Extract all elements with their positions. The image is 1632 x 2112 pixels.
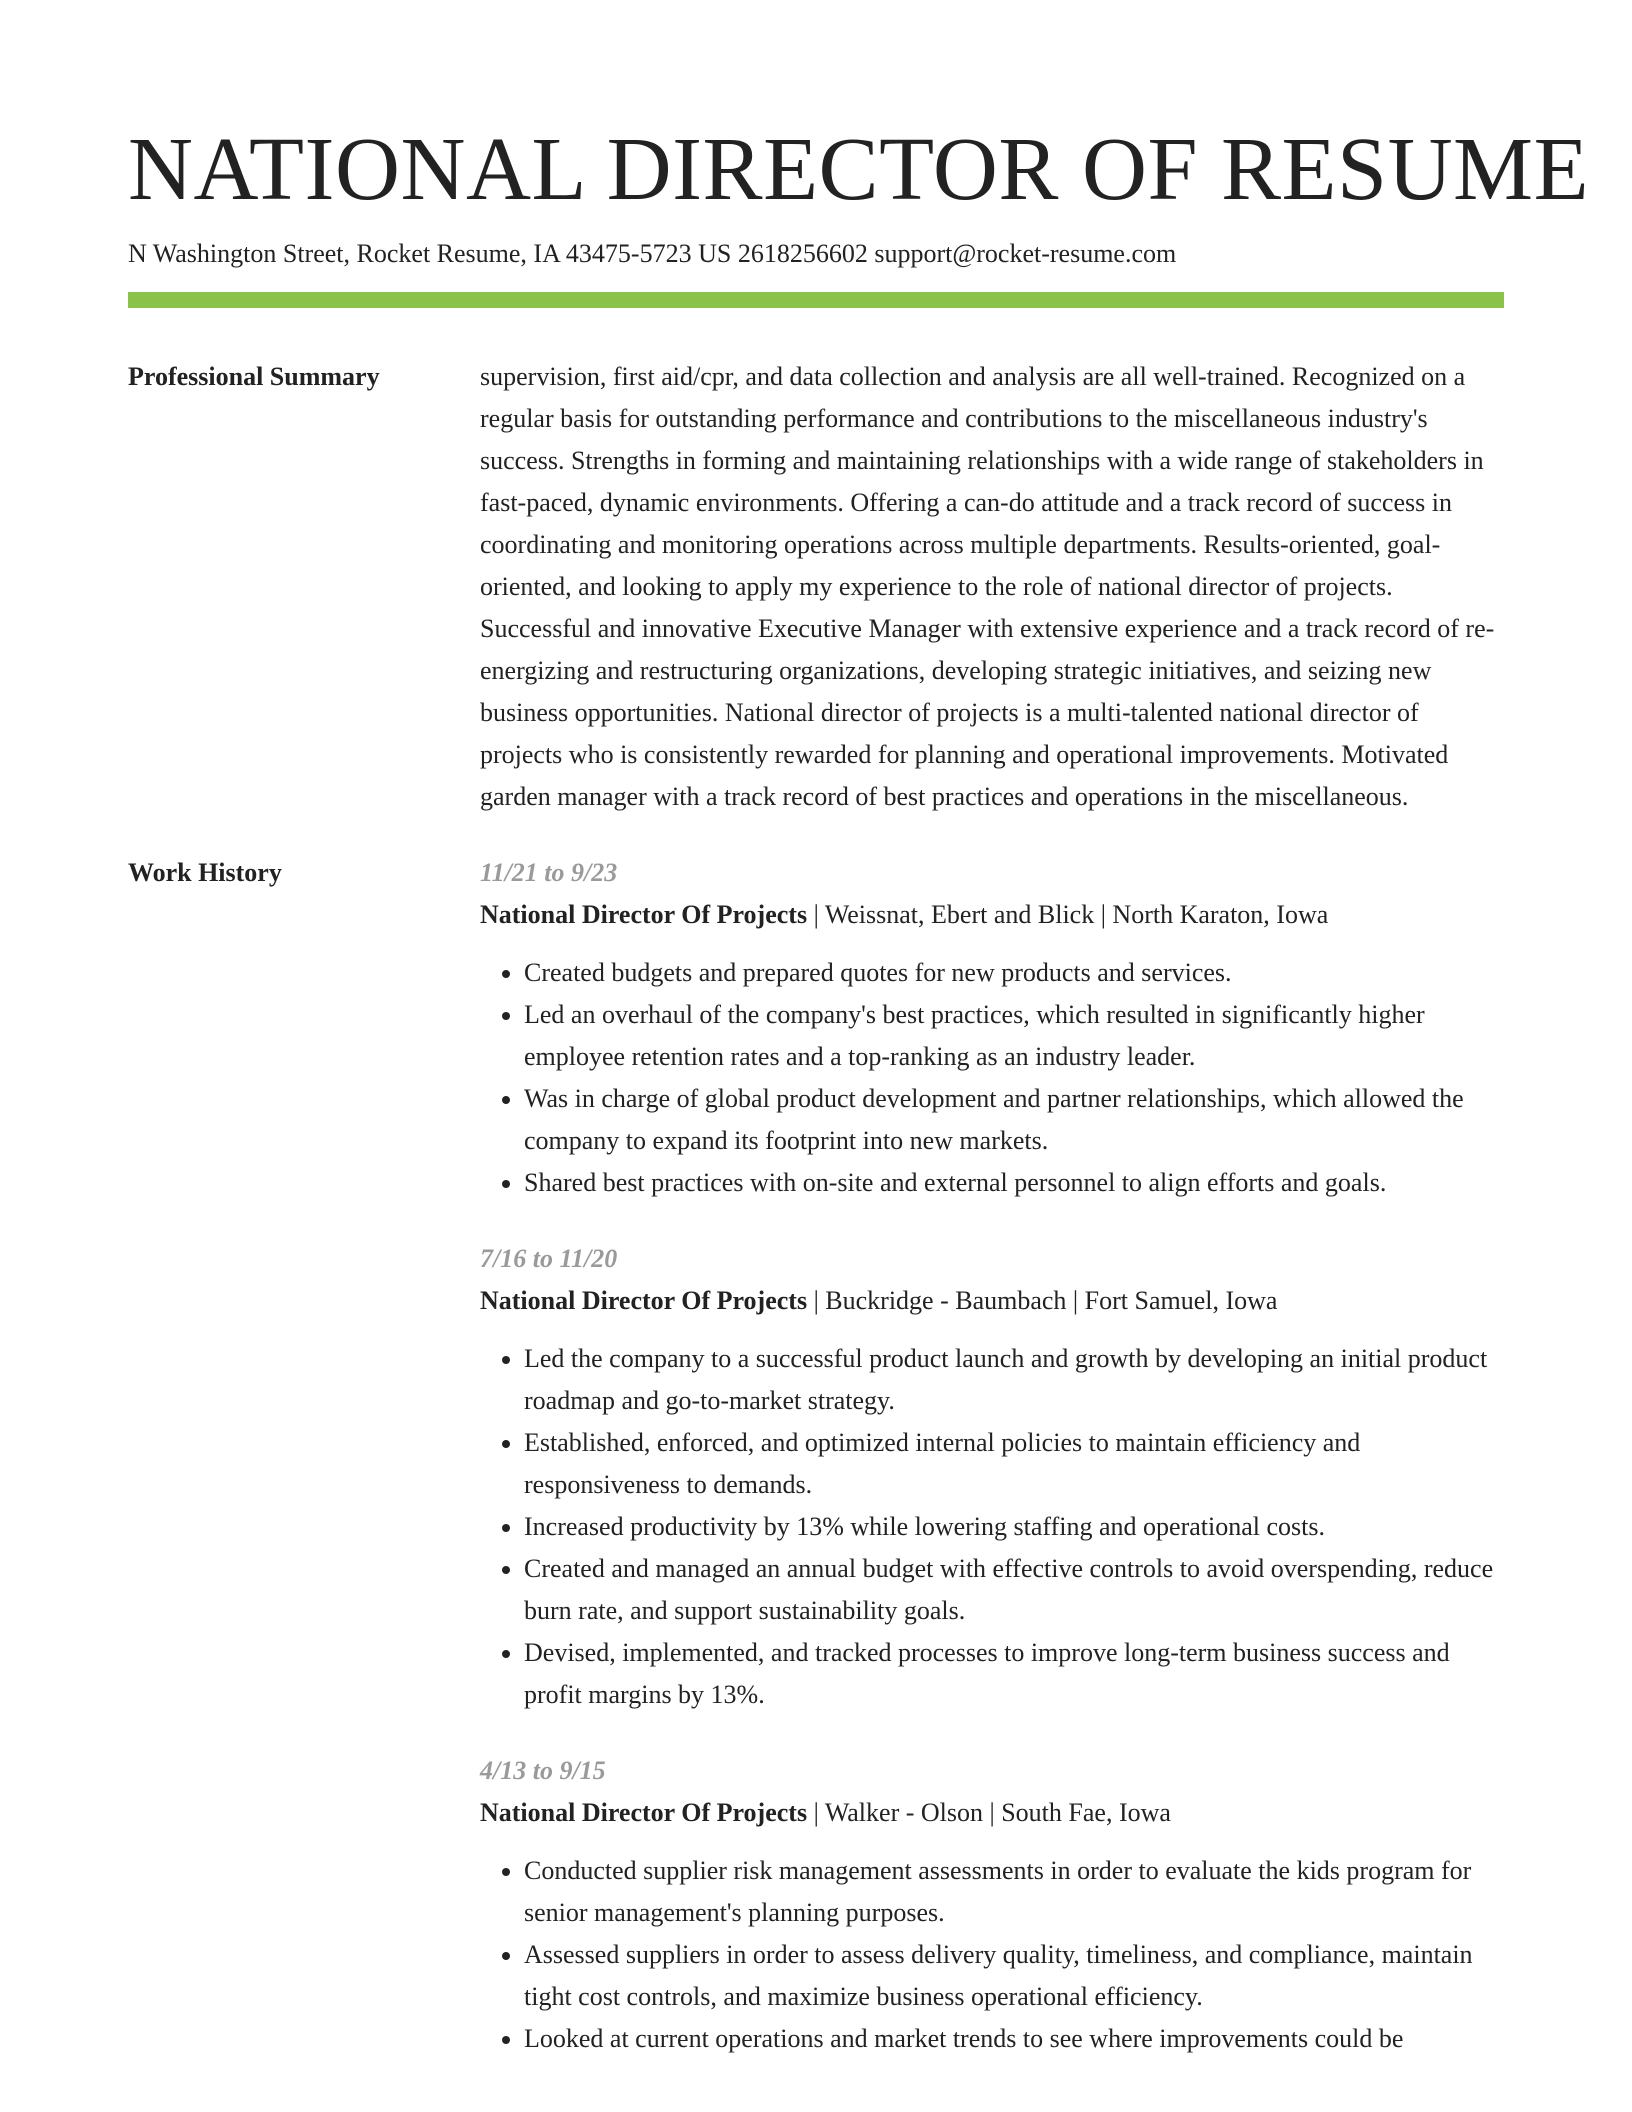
section-label-work-history: Work History (128, 858, 282, 887)
header-divider (128, 292, 1504, 308)
job-bullet: • Led the company to a successful product launch and growth by developing an initial product roadmap and go-to-market strategy. (524, 1338, 1504, 1422)
professional-summary-section (128, 356, 1504, 818)
job-dates: 11/21 to 9/23 (480, 858, 618, 887)
job-dates: 7/16 to 11/20 (480, 1244, 618, 1273)
job-bullet: • Created budgets and prepared quotes for new products and services. (524, 952, 1504, 994)
job-bullet: • Established, enforced, and optimized internal policies to maintain efficiency and responsiveness to demands. (524, 1422, 1504, 1506)
job-company-location: | Weissnat, Ebert and Blick | North Karaton, Iowa (807, 900, 1329, 929)
job-company-location: | Walker - Olson | South Fae, Iowa (807, 1798, 1171, 1827)
job-bullet: • Devised, implemented, and tracked processes to improve long-term business success and profit margins by 13%. (524, 1632, 1504, 1716)
job-bullet-list (480, 952, 1504, 1204)
job-bullet: • Shared best practices with on-site and external personnel to align efforts and goals. (524, 1162, 1504, 1204)
job-title: National Director Of Projects (480, 1798, 808, 1827)
job-bullet-list (480, 1850, 1504, 2060)
summary-text: supervision, first aid/cpr, and data collection and analysis are all well-trained. Recognized on a regular basis for outstanding performance and contributions to the miscellaneous industry's success. Strengths in forming and maintaining relationships with a wide range of stakeholders in fast-paced, dynamic environments. Offering a can-do attitude and a track record of success in coordinating and monitoring operations across multiple departments. Results-oriented, goal-oriented, and looking to apply my experience to the role of national director of projects. Successful and innovative Executive Manager with extensive experience and a track record of re-energizing and restructuring organizations, developing strategic initiatives, and seizing new business opportunities. National director of projects is a multi-talented national director of projects who is consistently rewarded for planning and operational improvements. Motivated garden manager with a track record of best practices and operations in the miscellaneous. (480, 362, 1495, 811)
job-title: National Director Of Projects (480, 900, 808, 929)
job-bullet: • Was in charge of global product development and partner relationships, which allowed the company to expand its footprint into new markets. (524, 1078, 1504, 1162)
job-title: National Director Of Projects (480, 1286, 808, 1315)
job-bullet: • Created and managed an annual budget with effective controls to avoid overspending, reduce burn rate, and support sustainability goals. (524, 1548, 1504, 1632)
job-bullet: • Assessed suppliers in order to assess delivery quality, timeliness, and compliance, maintain tight cost controls, and maximize business operational efficiency. (524, 1934, 1504, 2018)
jobs-list (480, 852, 1504, 2094)
section-label-summary: Professional Summary (128, 362, 380, 391)
work-history-section (128, 852, 1504, 2094)
resume-page (128, 118, 1590, 2094)
job-heading (480, 894, 1504, 936)
job-dates: 4/13 to 9/15 (480, 1756, 606, 1785)
job-bullet: • Led an overhaul of the company's best practices, which resulted in significantly higher employee retention rates and a top-ranking as an industry leader. (524, 994, 1504, 1078)
job-entry (480, 1750, 1504, 2060)
job-bullet: • Increased productivity by 13% while lowering staffing and operational costs. (524, 1506, 1504, 1548)
job-bullet: • Looked at current operations and market trends to see where improvements could be (524, 2018, 1504, 2060)
job-heading (480, 1792, 1504, 1834)
job-company-location: | Buckridge - Baumbach | Fort Samuel, Iowa (807, 1286, 1278, 1315)
resume-name: NATIONAL DIRECTOR OF RESUME (128, 120, 1590, 219)
job-bullet: • Conducted supplier risk management assessments in order to evaluate the kids program for senior management's planning purposes. (524, 1850, 1504, 1934)
contact-info: N Washington Street, Rocket Resume, IA 43475-5723 US 2618256602 support@rocket-resume.com (128, 239, 1177, 268)
job-bullet-list (480, 1338, 1504, 1716)
job-entry (480, 1238, 1504, 1716)
job-entry (480, 852, 1504, 1204)
job-heading (480, 1280, 1504, 1322)
